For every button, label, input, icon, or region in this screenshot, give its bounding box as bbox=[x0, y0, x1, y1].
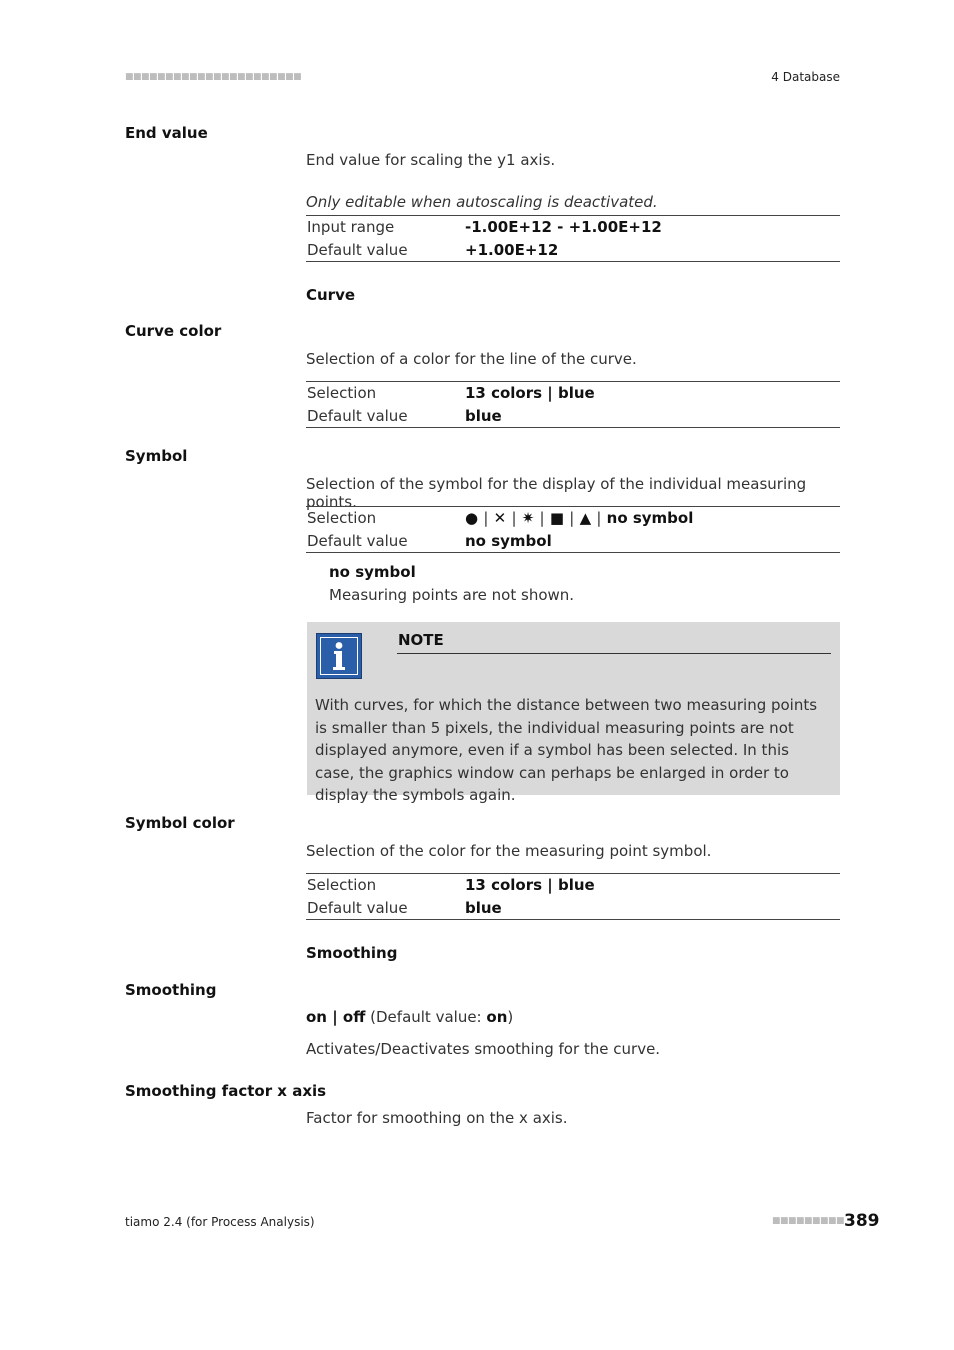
table-row bbox=[306, 382, 840, 405]
options-value: on | off bbox=[306, 1008, 366, 1026]
footer-product: tiamo 2.4 (for Process Analysis) bbox=[125, 1215, 315, 1229]
page-number: 389 bbox=[844, 1211, 880, 1231]
table-row bbox=[306, 507, 840, 530]
end-value-description: End value for scaling the y1 axis. bbox=[306, 151, 556, 169]
row-key: Selection bbox=[307, 509, 377, 527]
section-title-smoothing: Smoothing bbox=[306, 944, 398, 962]
cross-symbol-icon: ✕ bbox=[493, 509, 507, 527]
note-text: With curves, for which the distance between two measuring points is smaller than 5 pixels, the individual measuring points are not displayed anymore, even if a symbol has been selected. In this case, the graphics window can perhaps be enlarged in order to display the symbols again. bbox=[315, 696, 818, 804]
table-row bbox=[306, 897, 840, 920]
option-description: Measuring points are not shown. bbox=[329, 586, 575, 604]
separator: | bbox=[483, 509, 489, 527]
separator: | bbox=[539, 509, 545, 527]
chapter-label: 4 Database bbox=[771, 70, 840, 84]
smoothing-factor-description: Factor for smoothing on the x axis. bbox=[306, 1109, 568, 1127]
row-value bbox=[465, 509, 693, 527]
star-symbol-icon: ✷ bbox=[521, 509, 535, 527]
symbol-table bbox=[306, 506, 840, 553]
end-value-note: Only editable when autoscaling is deactivated. bbox=[306, 193, 658, 211]
row-key: Input range bbox=[307, 218, 395, 236]
heading-smoothing: Smoothing bbox=[125, 981, 217, 999]
smoothing-options bbox=[306, 1008, 840, 1026]
symbol-description: Selection of the symbol for the display of the individual measuring points. bbox=[306, 475, 807, 511]
row-value: +1.00E+12 bbox=[465, 240, 559, 259]
note-title: NOTE bbox=[398, 631, 444, 649]
triangle-symbol-icon: ▲ bbox=[579, 509, 592, 527]
default-value: on bbox=[486, 1008, 508, 1026]
table-row bbox=[306, 239, 840, 262]
row-value: blue bbox=[465, 406, 502, 425]
separator: | bbox=[511, 509, 517, 527]
footer-decoration: ■■■■■■■■■ bbox=[772, 1216, 845, 1226]
row-key: Default value bbox=[307, 240, 408, 259]
row-key: Selection bbox=[307, 384, 377, 402]
heading-symbol-color: Symbol color bbox=[125, 814, 235, 832]
section-title-curve: Curve bbox=[306, 286, 356, 304]
smoothing-description: Activates/Deactivates smoothing for the curve. bbox=[306, 1040, 661, 1058]
row-value: no symbol bbox=[465, 531, 552, 550]
curve-color-description: Selection of a color for the line of the curve. bbox=[306, 350, 637, 368]
symbol-color-table bbox=[306, 873, 840, 920]
symbol-color-description: Selection of the color for the measuring point symbol. bbox=[306, 842, 712, 860]
no-symbol-label: no symbol bbox=[606, 509, 694, 527]
separator: | bbox=[596, 509, 602, 527]
option-title: no symbol bbox=[329, 563, 416, 581]
note-divider bbox=[397, 653, 831, 654]
row-key: Selection bbox=[307, 876, 377, 894]
square-symbol-icon: ■ bbox=[549, 509, 565, 527]
row-value: blue bbox=[465, 898, 502, 917]
row-key: Default value bbox=[307, 406, 408, 425]
heading-symbol: Symbol bbox=[125, 447, 188, 465]
table-row bbox=[306, 216, 840, 239]
curve-color-table bbox=[306, 381, 840, 428]
table-row bbox=[306, 530, 840, 553]
end-value-table bbox=[306, 215, 840, 262]
heading-end-value: End value bbox=[125, 124, 208, 142]
table-row bbox=[306, 405, 840, 428]
row-key: Default value bbox=[307, 531, 408, 550]
circle-symbol-icon: ● bbox=[465, 509, 479, 527]
header-decoration: ■■■■■■■■■■■■■■■■■■■■■■ bbox=[125, 72, 302, 82]
default-prefix: (Default value: bbox=[370, 1008, 487, 1026]
info-icon bbox=[316, 633, 362, 679]
heading-curve-color: Curve color bbox=[125, 322, 222, 340]
separator: | bbox=[569, 509, 575, 527]
row-value: 13 colors | blue bbox=[465, 384, 595, 402]
row-value: 13 colors | blue bbox=[465, 876, 595, 894]
table-row bbox=[306, 874, 840, 897]
row-value: -1.00E+12 - +1.00E+12 bbox=[465, 218, 662, 236]
default-suffix: ) bbox=[507, 1008, 514, 1026]
row-key: Default value bbox=[307, 898, 408, 917]
heading-smoothing-factor: Smoothing factor x axis bbox=[125, 1082, 327, 1100]
